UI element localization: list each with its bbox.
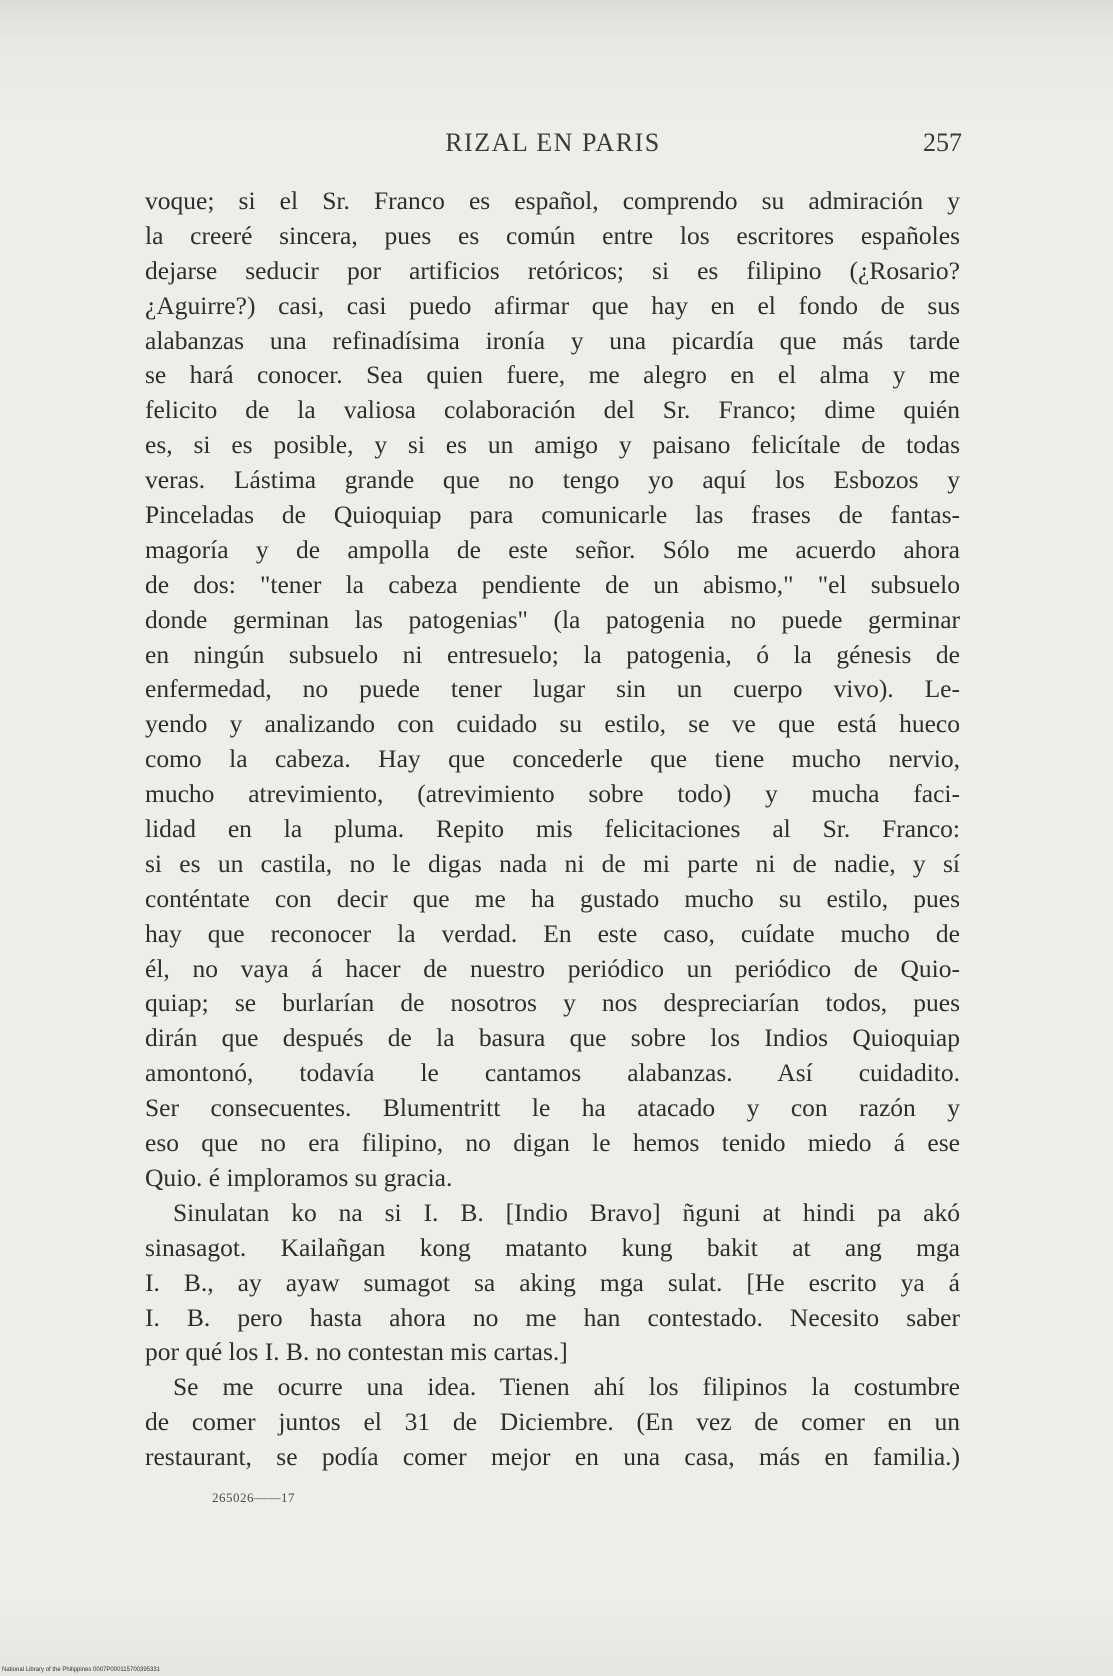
text-line: dejarse seducir por artificios retóricos; si es filipino (¿Rosario? xyxy=(145,255,960,285)
text-line: I. B., ay ayaw sumagot sa aking mga sulat. [He escrito ya á xyxy=(145,1267,960,1297)
text-line: felicito de la valiosa colaboración del Sr. Franco; dime quién xyxy=(145,395,960,425)
text-line: quiap; se burlarían de nosotros y nos despreciarían todos, pues xyxy=(145,988,960,1018)
text-line: como la cabeza. Hay que concederle que tiene mucho nervio, xyxy=(145,744,960,774)
text-line: de comer juntos el 31 de Diciembre. (En vez de comer en un xyxy=(145,1407,960,1437)
text-line: enfermedad, no puede tener lugar sin un cuerpo vivo). Le- xyxy=(145,674,960,704)
printer-signature-mark: 265026——17 xyxy=(212,1490,295,1505)
text-line: es, si es posible, y si es un amigo y paisano felicítale de todas xyxy=(145,430,960,460)
text-line: Ser consecuentes. Blumentritt le ha atacado y con razón y xyxy=(145,1093,960,1123)
text-line: voque; si el Sr. Franco es español, comprendo su admiración y xyxy=(145,186,960,215)
text-line: por qué los I. B. no contestan mis cartas.] xyxy=(145,1337,568,1367)
text-line: ¿Aguirre?) casi, casi puedo afirmar que hay en el fondo de sus xyxy=(145,290,960,320)
page-number: 257 xyxy=(923,128,962,157)
text-line: de dos: "tener la cabeza pendiente de un abismo," "el subsuelo xyxy=(145,569,960,599)
text-line: él, no vaya á hacer de nuestro periódico un periódico de Quio- xyxy=(145,953,960,983)
text-line: mucho atrevimiento, (atrevimiento sobre todo) y mucha faci- xyxy=(145,779,960,809)
text-line: en ningún subsuelo ni entresuelo; la patogenia, ó la génesis de xyxy=(145,639,960,669)
text-line: eso que no era filipino, no digan le hemos tenido miedo á ese xyxy=(145,1128,960,1158)
text-line: conténtate con decir que me ha gustado mucho su estilo, pues xyxy=(145,883,960,913)
text-line: donde germinan las patogenias" (la patogenia no puede germinar xyxy=(145,604,960,634)
text-line: Sinulatan ko na si I. B. [Indio Bravo] ñguni at hindi pa akó xyxy=(173,1197,960,1227)
text-line: lidad en la pluma. Repito mis felicitaciones al Sr. Franco: xyxy=(145,814,960,844)
text-line: alabanzas una refinadísima ironía y una picardía que más tarde xyxy=(145,325,960,355)
running-head xyxy=(144,128,962,164)
text-line: sinasagot. Kailañgan kong matanto kung bakit at ang mga xyxy=(145,1232,960,1262)
text-line: Pinceladas de Quioquiap para comunicarle las frases de fantas- xyxy=(145,500,960,530)
text-line: hay que reconocer la verdad. En este caso, cuídate mucho de xyxy=(145,918,960,948)
library-footer-stamp: National Library of the Philippines 0007P000115700395331 xyxy=(2,1667,161,1673)
text-line: restaurant, se podía comer mejor en una casa, más en familia.) xyxy=(145,1442,960,1472)
running-title: RIZAL EN PARIS xyxy=(445,128,661,157)
text-line: Quio. é imploramos su gracia. xyxy=(145,1162,453,1192)
text-line: magoría y de ampolla de este señor. Sólo me acuerdo ahora xyxy=(145,534,960,564)
text-line: dirán que después de la basura que sobre los Indios Quioquiap xyxy=(145,1023,960,1053)
text-line: la creeré sincera, pues es común entre los escritores españoles xyxy=(145,220,960,250)
body-text xyxy=(145,184,960,1475)
text-line: si es un castila, no le digas nada ni de mi parte ni de nadie, y sí xyxy=(145,848,960,878)
text-line: amontonó, todavía le cantamos alabanzas. Así cuidadito. xyxy=(145,1058,960,1088)
text-line: I. B. pero hasta ahora no me han contestado. Necesito saber xyxy=(145,1302,960,1332)
text-line: Se me ocurre una idea. Tienen ahí los filipinos la costumbre xyxy=(173,1372,960,1402)
text-line: yendo y analizando con cuidado su estilo, se ve que está hueco xyxy=(145,709,960,739)
text-line: se hará conocer. Sea quien fuere, me alegro en el alma y me xyxy=(145,360,960,390)
text-line: veras. Lástima grande que no tengo yo aquí los Esbozos y xyxy=(145,465,960,495)
